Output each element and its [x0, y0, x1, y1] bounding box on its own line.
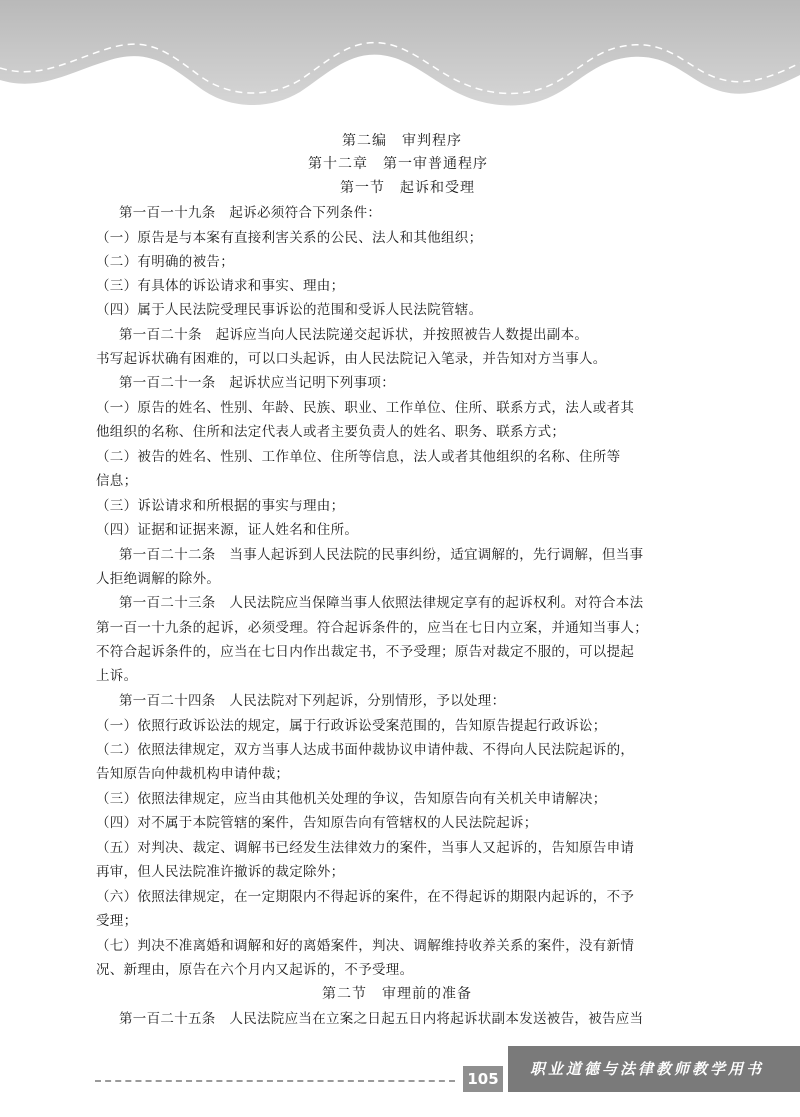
book-title: 职业道德与法律教师教学用书	[508, 1046, 800, 1092]
article-124-item-4: （四）对不属于本院管辖的案件，告知原告向有管辖权的人民法院起诉；	[96, 815, 538, 831]
article-120-cont: 书写起诉状确有困难的，可以口头起诉，由人民法院记入笔录，并告知对方当事人。	[96, 351, 607, 367]
chapter-heading: 第十二章 第一审普通程序	[308, 156, 488, 172]
decorative-wave-banner	[0, 0, 800, 120]
section-heading: 第二节 审理前的准备	[322, 986, 472, 1002]
article-123-cont-1: 第一百一十九条的起诉，必须受理。符合起诉条件的，应当在七日内立案，并通知当事人；	[96, 620, 648, 636]
article-120: 第一百二十条 起诉应当向人民法院递交起诉状，并按照被告人数提出副本。	[119, 327, 589, 343]
page-number: 105	[463, 1066, 503, 1092]
part-heading: 第二编 审判程序	[342, 133, 462, 149]
article-125: 第一百二十五条 人民法院应当在立案之日起五日内将起诉状副本发送被告，被告应当	[119, 1011, 644, 1027]
article-119-item-2: （二）有明确的被告；	[96, 254, 234, 270]
article-119-item-4: （四）属于人民法院受理民事诉讼的范围和受诉人民法院管辖。	[96, 302, 483, 318]
article-124-item-6: （六）依照法律规定，在一定期限内不得起诉的案件，在不得起诉的期限内起诉的，不予	[96, 889, 635, 905]
article-124-item-6-cont: 受理；	[96, 913, 138, 929]
article-124-item-5: （五）对判决、裁定、调解书已经发生法律效力的案件，当事人又起诉的，告知原告申请	[96, 840, 635, 856]
article-124-item-7: （七）判决不准离婚和调解和好的离婚案件，判决、调解维持收养关系的案件，没有新情	[96, 938, 635, 954]
article-124-item-5-cont: 再审，但人民法院准许撤诉的裁定除外；	[96, 864, 345, 880]
article-124-item-2: （二）依照法律规定，双方当事人达成书面仲裁协议申请仲裁、不得向人民法院起诉的，	[96, 742, 635, 758]
article-121-item-4: （四）证据和证据来源，证人姓名和住所。	[96, 522, 359, 538]
article-123-cont-3: 上诉。	[96, 668, 138, 684]
article-124-item-7-cont: 况、新理由，原告在六个月内又起诉的，不予受理。	[96, 962, 414, 978]
article-121: 第一百二十一条 起诉状应当记明下列事项：	[119, 375, 395, 391]
article-124-item-3: （三）依照法律规定，应当由其他机关处理的争议，告知原告向有关机关申请解决；	[96, 791, 607, 807]
article-121-item-2-cont: 信息；	[96, 473, 138, 489]
article-124-item-2-cont: 告知原告向仲裁机构申请仲裁；	[96, 766, 290, 782]
footer-dashed-rule	[95, 1080, 455, 1082]
article-119-item-1: （一）原告是与本案有直接利害关系的公民、法人和其他组织；	[96, 230, 483, 246]
article-123-cont-2: 不符合起诉条件的，应当在七日内作出裁定书，不予受理；原告对裁定不服的，可以提起	[96, 644, 635, 660]
article-121-item-2: （二）被告的姓名、性别、工作单位、住所等信息，法人或者其他组织的名称、住所等	[96, 449, 621, 465]
article-121-item-1-cont: 他组织的名称、住所和法定代表人或者主要负责人的姓名、职务、联系方式；	[96, 424, 566, 440]
article-121-item-1: （一）原告的姓名、性别、年龄、民族、职业、工作单位、住所、联系方式，法人或者其	[96, 400, 635, 416]
article-119: 第一百一十九条 起诉必须符合下列条件：	[119, 205, 382, 221]
section-heading: 第一节 起诉和受理	[340, 180, 475, 196]
article-124: 第一百二十四条 人民法院对下列起诉，分别情形，予以处理：	[119, 693, 506, 709]
article-122: 第一百二十二条 当事人起诉到人民法院的民事纠纷，适宜调解的，先行调解，但当事	[119, 547, 644, 563]
article-121-item-3: （三）诉讼请求和所根据的事实与理由；	[96, 498, 345, 514]
article-123: 第一百二十三条 人民法院应当保障当事人依照法律规定享有的起诉权利。对符合本法	[119, 595, 644, 611]
article-119-item-3: （三）有具体的诉讼请求和事实、理由；	[96, 278, 345, 294]
article-124-item-1: （一）依照行政诉讼法的规定，属于行政诉讼受案范围的，告知原告提起行政诉讼；	[96, 718, 607, 734]
article-122-cont: 人拒绝调解的除外。	[96, 571, 221, 587]
